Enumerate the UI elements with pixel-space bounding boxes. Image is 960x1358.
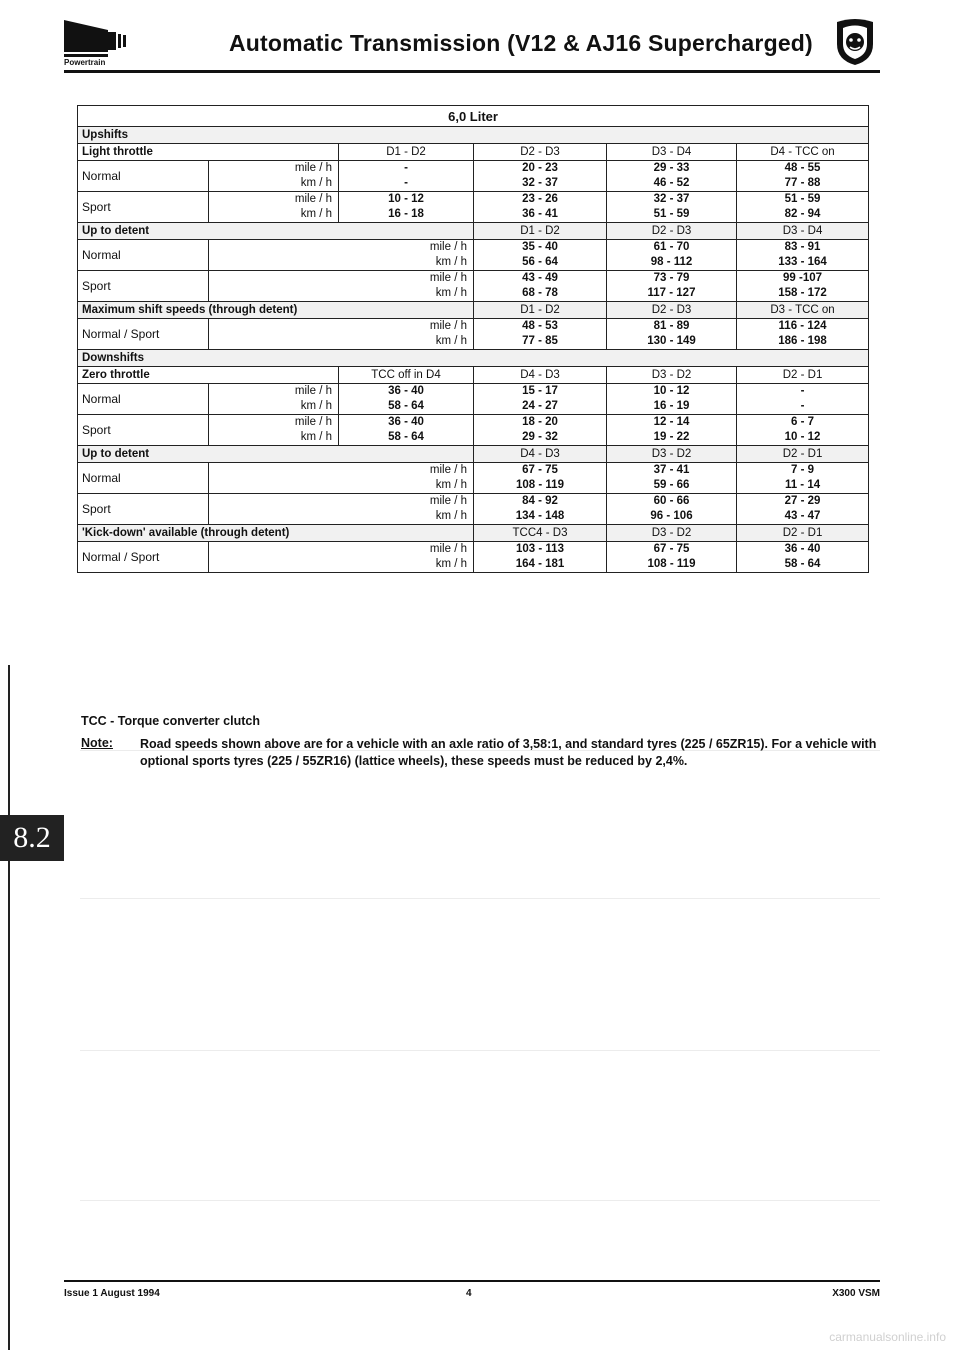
value: 77 - 85 <box>522 335 558 347</box>
column-header: D2 - D3 <box>607 302 737 319</box>
column-header: D3 - D2 <box>607 525 737 542</box>
row-label: Normal <box>78 463 209 494</box>
value-cell <box>474 161 607 192</box>
value: 36 - 40 <box>784 543 821 555</box>
value-cell <box>737 415 869 446</box>
value: 60 - 66 <box>653 495 690 507</box>
value: 46 - 52 <box>653 177 690 189</box>
upshifts-heading: Upshifts <box>78 127 869 144</box>
value-cell <box>607 192 737 223</box>
column-header: D1 - D2 <box>474 302 607 319</box>
table-row <box>78 463 869 494</box>
value-cell <box>607 319 737 350</box>
table-row <box>78 542 869 573</box>
value-cell <box>607 542 737 573</box>
unit-label: mile / h <box>429 241 467 253</box>
value: 67 - 75 <box>522 464 558 476</box>
table-row <box>78 319 869 350</box>
value: - <box>404 177 408 189</box>
value: 15 - 17 <box>522 385 558 397</box>
value: 58 - 64 <box>784 558 821 570</box>
unit-label: mile / h <box>429 495 467 507</box>
row-label: Sport <box>78 192 209 223</box>
value: 16 - 18 <box>388 208 424 220</box>
value: 59 - 66 <box>653 479 690 491</box>
value: 7 - 9 <box>791 464 815 476</box>
value: 10 - 12 <box>653 385 690 397</box>
value: 36 - 40 <box>388 416 424 428</box>
row-label: Sport <box>78 415 209 446</box>
value: 16 - 19 <box>653 400 690 412</box>
value-cell <box>737 463 869 494</box>
value-cell <box>607 271 737 302</box>
section-heading: Up to detent <box>78 446 474 463</box>
column-header: D3 - TCC on <box>737 302 869 319</box>
column-header: TCC off in D4 <box>339 367 474 384</box>
value: 19 - 22 <box>653 431 690 443</box>
value: 116 - 124 <box>778 320 827 332</box>
value-cell <box>607 384 737 415</box>
unit-cell <box>209 161 339 192</box>
value: 24 - 27 <box>522 400 558 412</box>
value: 108 - 119 <box>647 558 696 570</box>
row-label: Normal / Sport <box>78 542 209 573</box>
value: 12 - 14 <box>653 416 690 428</box>
value-cell <box>737 240 869 271</box>
page-number: 4 <box>466 1288 472 1299</box>
value-cell <box>474 542 607 573</box>
table-row <box>78 415 869 446</box>
value: 158 - 172 <box>778 287 827 299</box>
page-title: Automatic Transmission (V12 & AJ16 Supercharged) <box>229 30 813 56</box>
unit-label: mile / h <box>429 272 467 284</box>
value: 98 - 112 <box>650 256 693 268</box>
value: 51 - 59 <box>784 193 821 205</box>
table-row <box>78 161 869 192</box>
section-heading: 'Kick-down' available (through detent) <box>78 525 474 542</box>
unit-label: km / h <box>300 431 332 443</box>
scan-line <box>80 898 880 899</box>
value: 58 - 64 <box>388 431 424 443</box>
value: 32 - 37 <box>653 193 690 205</box>
value: - <box>404 162 408 174</box>
issue-date: Issue 1 August 1994 <box>64 1288 160 1299</box>
table-row <box>78 192 869 223</box>
watermark: carmanualsonline.info <box>829 1330 946 1344</box>
section-label: Powertrain <box>64 58 106 67</box>
value: 48 - 55 <box>784 162 821 174</box>
footer-rule <box>64 1280 880 1282</box>
value-cell <box>607 415 737 446</box>
value: 23 - 26 <box>522 193 558 205</box>
unit-cell <box>209 494 474 525</box>
value: 58 - 64 <box>388 400 424 412</box>
row-label: Normal <box>78 240 209 271</box>
value: 6 - 7 <box>791 416 815 428</box>
value: 11 - 14 <box>784 479 821 491</box>
value: 20 - 23 <box>522 162 558 174</box>
value: 68 - 78 <box>522 287 558 299</box>
value: 35 - 40 <box>522 241 558 253</box>
unit-label: km / h <box>435 558 467 570</box>
value: - <box>800 385 805 397</box>
value-cell <box>474 271 607 302</box>
shift-speed-table <box>77 105 869 573</box>
value: 117 - 127 <box>647 287 696 299</box>
unit-label: km / h <box>300 400 332 412</box>
row-label: Sport <box>78 494 209 525</box>
value-cell <box>737 161 869 192</box>
value: 36 - 40 <box>388 385 424 397</box>
column-header: D2 - D1 <box>737 446 869 463</box>
note-text: Road speeds shown above are for a vehicle with an axle ratio of 3,58:1, and standard tyres (225 / 65ZR15). For a vehicle with optional sports tyres (225 / 55ZR16) (lattice wheels), these speeds must be reduced by 2,4%. <box>140 737 877 768</box>
value: 27 - 29 <box>784 495 821 507</box>
unit-label: mile / h <box>294 385 332 397</box>
value: 10 - 12 <box>388 193 424 205</box>
unit-cell <box>209 463 474 494</box>
unit-label: km / h <box>435 510 467 522</box>
value-cell <box>474 240 607 271</box>
column-header: D2 - D3 <box>607 223 737 240</box>
light-throttle-heading: Light throttle <box>78 144 339 161</box>
value-cell <box>737 542 869 573</box>
unit-cell <box>209 319 474 350</box>
value-cell <box>607 494 737 525</box>
unit-cell <box>209 192 339 223</box>
value: 186 - 198 <box>778 335 827 347</box>
value: 48 - 53 <box>522 320 558 332</box>
value-cell <box>737 271 869 302</box>
unit-label: mile / h <box>429 464 467 476</box>
note-label: Note: <box>81 736 113 750</box>
margin-rule <box>8 665 10 1350</box>
column-header: D1 - D2 <box>339 144 474 161</box>
row-label: Normal / Sport <box>78 319 209 350</box>
column-header: D2 - D3 <box>474 144 607 161</box>
table-row <box>78 494 869 525</box>
value: 103 - 113 <box>516 543 564 555</box>
value: 73 - 79 <box>653 272 690 284</box>
section-tab: 8.2 <box>0 815 64 861</box>
value-cell <box>474 415 607 446</box>
value: 29 - 32 <box>522 431 558 443</box>
value-cell <box>737 319 869 350</box>
table-row <box>78 384 869 415</box>
unit-label: km / h <box>435 335 467 347</box>
value: 36 - 41 <box>522 208 558 220</box>
value: 84 - 92 <box>522 495 558 507</box>
unit-label: mile / h <box>429 543 467 555</box>
zero-throttle-heading: Zero throttle <box>78 367 339 384</box>
value-cell <box>737 192 869 223</box>
unit-cell <box>209 542 474 573</box>
unit-cell <box>209 271 474 302</box>
unit-cell <box>209 415 339 446</box>
column-header: TCC4 - D3 <box>474 525 607 542</box>
value: 43 - 49 <box>522 272 558 284</box>
value: 108 - 119 <box>516 479 564 491</box>
value: 77 - 88 <box>784 177 821 189</box>
section-heading: Maximum shift speeds (through detent) <box>78 302 474 319</box>
tcc-footnote: TCC - Torque converter clutch <box>81 714 260 728</box>
column-header: D2 - D1 <box>737 525 869 542</box>
unit-label: km / h <box>435 256 467 268</box>
unit-label: mile / h <box>294 193 332 205</box>
value-cell <box>474 384 607 415</box>
value: 81 - 89 <box>653 320 690 332</box>
value: 56 - 64 <box>522 256 558 268</box>
value: 83 - 91 <box>784 241 821 253</box>
value: 99 -107 <box>783 272 823 284</box>
value-cell <box>607 240 737 271</box>
section-heading: Up to detent <box>78 223 474 240</box>
row-label: Sport <box>78 271 209 302</box>
value-cell <box>737 494 869 525</box>
value: 130 - 149 <box>647 335 696 347</box>
value: 82 - 94 <box>784 208 821 220</box>
jaguar-emblem-icon <box>833 18 877 66</box>
table-row <box>78 240 869 271</box>
unit-label: mile / h <box>294 416 332 428</box>
value: 96 - 106 <box>650 510 693 522</box>
value: 29 - 33 <box>653 162 690 174</box>
value: 51 - 59 <box>653 208 690 220</box>
column-header: D1 - D2 <box>474 223 607 240</box>
value-cell <box>474 494 607 525</box>
column-header: D4 - D3 <box>474 446 607 463</box>
column-header: D2 - D1 <box>737 367 869 384</box>
column-header: D4 - D3 <box>474 367 607 384</box>
unit-label: km / h <box>435 287 467 299</box>
value-cell <box>737 384 869 415</box>
scan-line <box>80 1200 880 1201</box>
model-code: X300 VSM <box>832 1288 880 1299</box>
value-cell <box>607 161 737 192</box>
row-label: Normal <box>78 384 209 415</box>
downshifts-heading: Downshifts <box>78 350 869 367</box>
column-header: D3 - D2 <box>607 446 737 463</box>
unit-label: mile / h <box>294 162 332 174</box>
scan-line <box>80 1050 880 1051</box>
value: 18 - 20 <box>522 416 558 428</box>
value-cell <box>474 463 607 494</box>
unit-label: km / h <box>300 208 332 220</box>
unit-label: km / h <box>435 479 467 491</box>
table-row <box>78 271 869 302</box>
unit-label: km / h <box>300 177 332 189</box>
value: 10 - 12 <box>784 431 821 443</box>
value-cell <box>607 463 737 494</box>
value: 67 - 75 <box>653 543 690 555</box>
value: 164 - 181 <box>515 558 565 570</box>
value-cell <box>474 319 607 350</box>
value-cell <box>339 415 474 446</box>
value: 43 - 47 <box>784 510 821 522</box>
value: 133 - 164 <box>778 256 827 268</box>
table-title: 6,0 Liter <box>78 106 869 127</box>
value-cell <box>339 161 474 192</box>
unit-cell <box>209 240 474 271</box>
column-header: D4 - TCC on <box>737 144 869 161</box>
value: 37 - 41 <box>653 464 690 476</box>
unit-label: mile / h <box>429 320 467 332</box>
value-cell <box>339 384 474 415</box>
header-rule <box>64 70 880 73</box>
unit-cell <box>209 384 339 415</box>
column-header: D3 - D4 <box>737 223 869 240</box>
column-header: D3 - D2 <box>607 367 737 384</box>
value: 134 - 148 <box>515 510 565 522</box>
value-cell <box>474 192 607 223</box>
column-header: D3 - D4 <box>607 144 737 161</box>
value: 61 - 70 <box>653 241 690 253</box>
value-cell <box>339 192 474 223</box>
value: 32 - 37 <box>522 177 558 189</box>
row-label: Normal <box>78 161 209 192</box>
value: - <box>800 400 805 412</box>
